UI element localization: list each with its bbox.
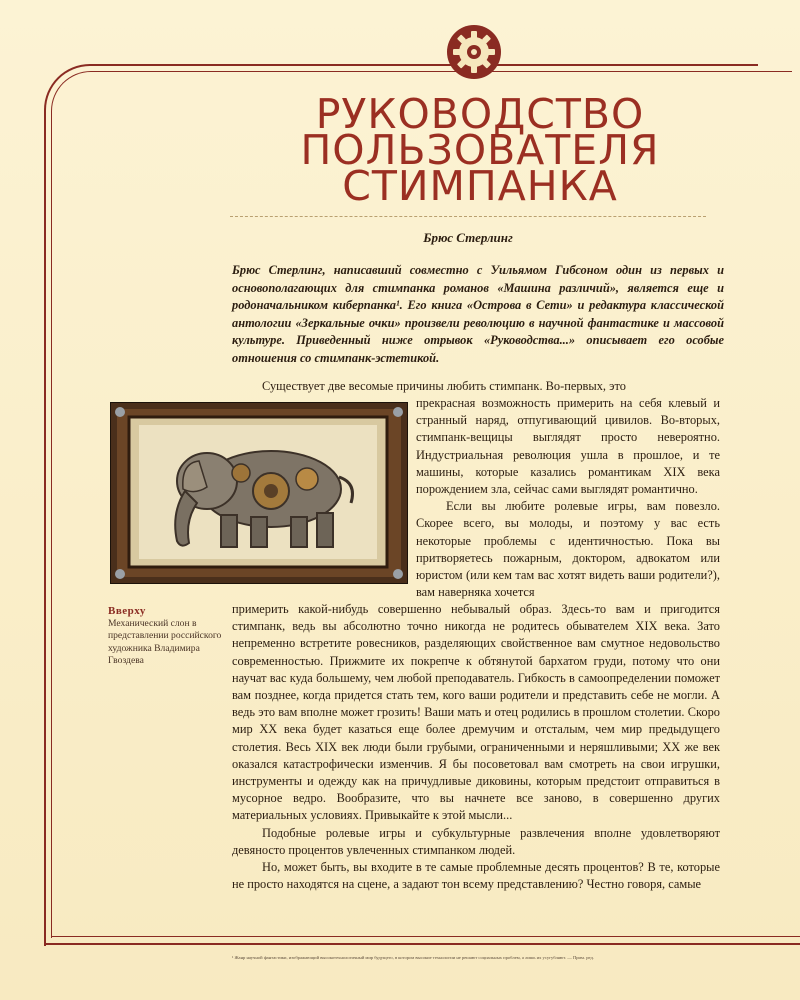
caption-title: Вверху — [108, 605, 146, 617]
title-line-1: РУКОВОДСТВО — [315, 90, 645, 138]
paragraph-4: Но, может быть, вы входите в те самые проблемные десять процентов? В те, которые не просто находятся на сцене, а задают тон всему представлению? Честно говоря, самые — [232, 860, 720, 892]
paragraph-2-continued: примерить какой-нибудь совершенно небывалый образ. Здесь-то вам и пригодится стимпанк, ведь вы абсолютно точно никогда не родитесь обывателем XIX века. Зато непременно встретите ровесников, разделяющих свойственное вам смутное недовольство современностью. Прижмите их покрепче к обтянутой бархатом груди, потому что они научат вас куда большему, чем любой преподаватель. Гибкость в самоопределении поможет вам позднее, когда придется стать тем, кого ваши родители и представить себе не могли. А ведь это вам вполне может грозить! Ваши мать и отец родились в прошлом столетии. Скоро мир XX века будет казаться еще более дремучим и отсталым, чем мир предыдущего столетия. Весь XIX век люди были грубыми, ограниченными и неряшливыми; XX же век оказался катастрофически изменчив. Я бы посоветовал вам смотреть на свои игрушки, инструменты и одежду как на причудливые диковины, которым предстоит отправиться в мусорное ведро. Вообразите, что вы начнете все заново, в совершенно других материальных условиях. Привыкайте к этой мысли... — [232, 602, 720, 823]
decorative-frame-bottom — [44, 943, 800, 945]
intro-paragraph: Брюс Стерлинг, написавший совместно с Уильямом Гибсоном один из первых и основополагающих для стимпанка романов «Машина различий», является еще и родоначальником киберпанка¹. Его книга «Острова в Сети» и редактура классической антологии «Зеркальные очки» произвели революцию в научной фантастике и массовой культуре. Приведенный ниже отрывок «Руководства...» описывает его особые отношения со стимпанк-эстетикой. — [232, 263, 724, 365]
paragraph-3: Подобные ролевые игры и субкультурные развлечения вполне удовлетворяют девяносто процентов увлеченных стимпанком людей. — [232, 825, 720, 857]
body-right-column — [416, 395, 720, 601]
footnote: ¹ Жанр научной фантастики, изображающий высокотехнологичный мир будущего, в котором высокие технологии не решают социальных проблем, а лишь их усугубляют. — Прим. ред. — [232, 955, 594, 960]
paragraph-1-lead: Существует две весомые причины любить стимпанк. Во-первых, это — [262, 379, 626, 393]
article-title — [200, 90, 760, 210]
image-caption — [108, 605, 228, 668]
paragraph-1: прекрасная возможность примерить на себя клевый и странный наряд, отпугивающий цивилов. Во-вторых, стимпанк-вещицы выглядят просто невероятно. Индустриальная революция ушла в прошлое, и те машины, которые казались романтикам XIX века порождением зла, сейчас сами выглядят романтично. — [416, 396, 720, 497]
body-first-line — [232, 378, 720, 395]
title-line-2: ПОЛЬЗОВАТЕЛЯ — [300, 126, 660, 174]
caption-text: Механический слон в представлении российского художника Владимира Гвоздева — [108, 617, 222, 666]
mechanical-elephant-illustration — [110, 402, 408, 584]
gear-icon — [446, 24, 502, 80]
title-divider — [230, 216, 706, 217]
title-line-3: СТИМПАНКА — [342, 162, 618, 210]
body-full-column — [232, 601, 720, 893]
paragraph-2-start: Если вы любите ролевые игры, вам повезло. Скорее всего, вы молоды, и поэтому у вас есть некоторые проблемы с идентичностью. Пока вы притворяетесь пожарным, доктором, адвокатом или юристом (или кем там вас хотят видеть ваши родители?), вам наверняка хочется — [416, 499, 720, 600]
author-name: Брюс Стерлинг — [423, 230, 513, 245]
decorative-frame-bottom-inner — [51, 936, 800, 937]
